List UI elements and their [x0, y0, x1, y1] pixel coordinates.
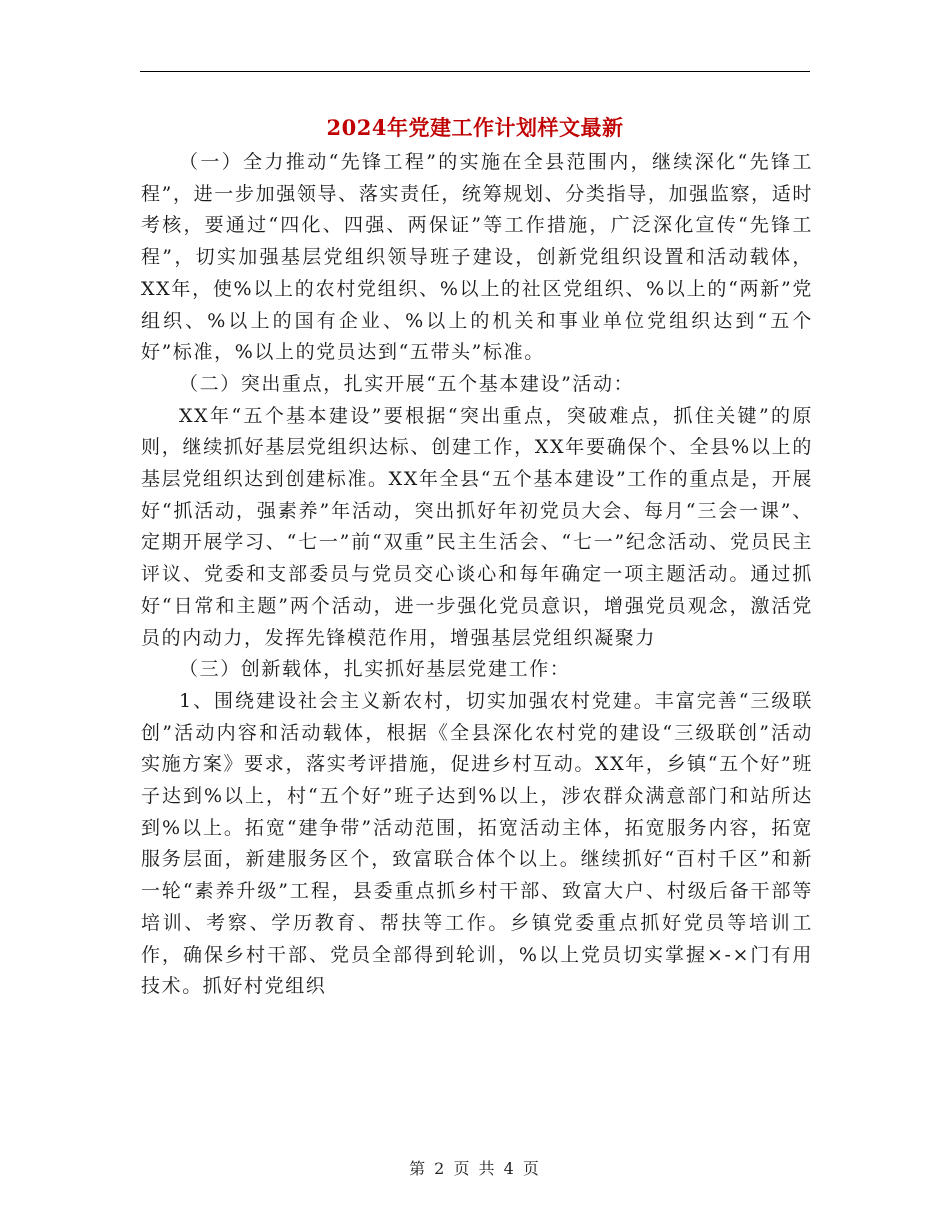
paragraph-3: XX年“五个基本建设”要根据“突出重点，突破难点，抓住关键”的原则，继续抓好基层党组织达标、创建工作，XX年要确保个、全县%以上的基层党组织达到创建标准。XX年全县“五个基本建设”工作的重点是，开展好“抓活动，强素养”年活动，突出抓好年初党员大会、每月“三会一课”、定期开展学习、“七一”前“双重”民主生活会、“七一”纪念活动、党员民主评议、党委和支部委员与党员交心谈心和每年确定一项主题活动。通过抓好“日常和主题”两个活动，进一步强化党员意识，增强党员观念，激活党员的内动力，发挥先锋模范作用，增强基层党组织凝聚力: [141, 404, 813, 649]
paragraph-4: （三）创新载体，扎实抓好基层党建工作：: [179, 658, 571, 681]
header-rule: [140, 71, 810, 72]
paragraph-2: （二）突出重点，扎实开展“五个基本建设”活动：: [179, 372, 635, 395]
paragraph-1: （一）全力推动“先锋工程”的实施在全县范围内，继续深化“先锋工程”，进一步加强领导、落实责任，统筹规划、分类指导，加强监察，适时考核，要通过“四化、四强、两保证”等工作措施，广泛深化宣传“先锋工程”，切实加强基层党组织领导班子建设，创新党组织设置和活动载体，XX年，使%以上的农村党组织、%以上的社区党组织、%以上的“两新”党组织、%以上的国有企业、%以上的机关和事业单位党组织达到“五个好”标准，%以上的党员达到“五带头”标准。: [141, 151, 813, 364]
paragraph-5: 1、围绕建设社会主义新农村，切实加强农村党建。丰富完善“三级联创”活动内容和活动载体，根据《全县深化农村党的建设“三级联创”活动实施方案》要求，落实考评措施，促进乡村互动。XX年，乡镇“五个好”班子达到%以上，村“五个好”班子达到%以上，涉农群众满意部门和站所达到%以上。拓宽“建争带”活动范围，拓宽活动主体，拓宽服务内容，拓宽服务层面，新建服务区个，致富联合体个以上。继续抓好“百村千区”和新一轮“素养升级”工程，县委重点抓乡村干部、致富大户、村级后备干部等培训、考察、学历教育、帮扶等工作。乡镇党委重点抓好党员等培训工作，确保乡村干部、党员全部得到轮训，%以上党员切实掌握×-×门有用技术。抓好村党组织: [141, 689, 813, 998]
page-footer: 第 2 页 共 4 页: [409, 1159, 541, 1178]
document-body: [141, 147, 813, 1003]
document-title: 2024年党建工作计划样文最新: [326, 115, 624, 140]
